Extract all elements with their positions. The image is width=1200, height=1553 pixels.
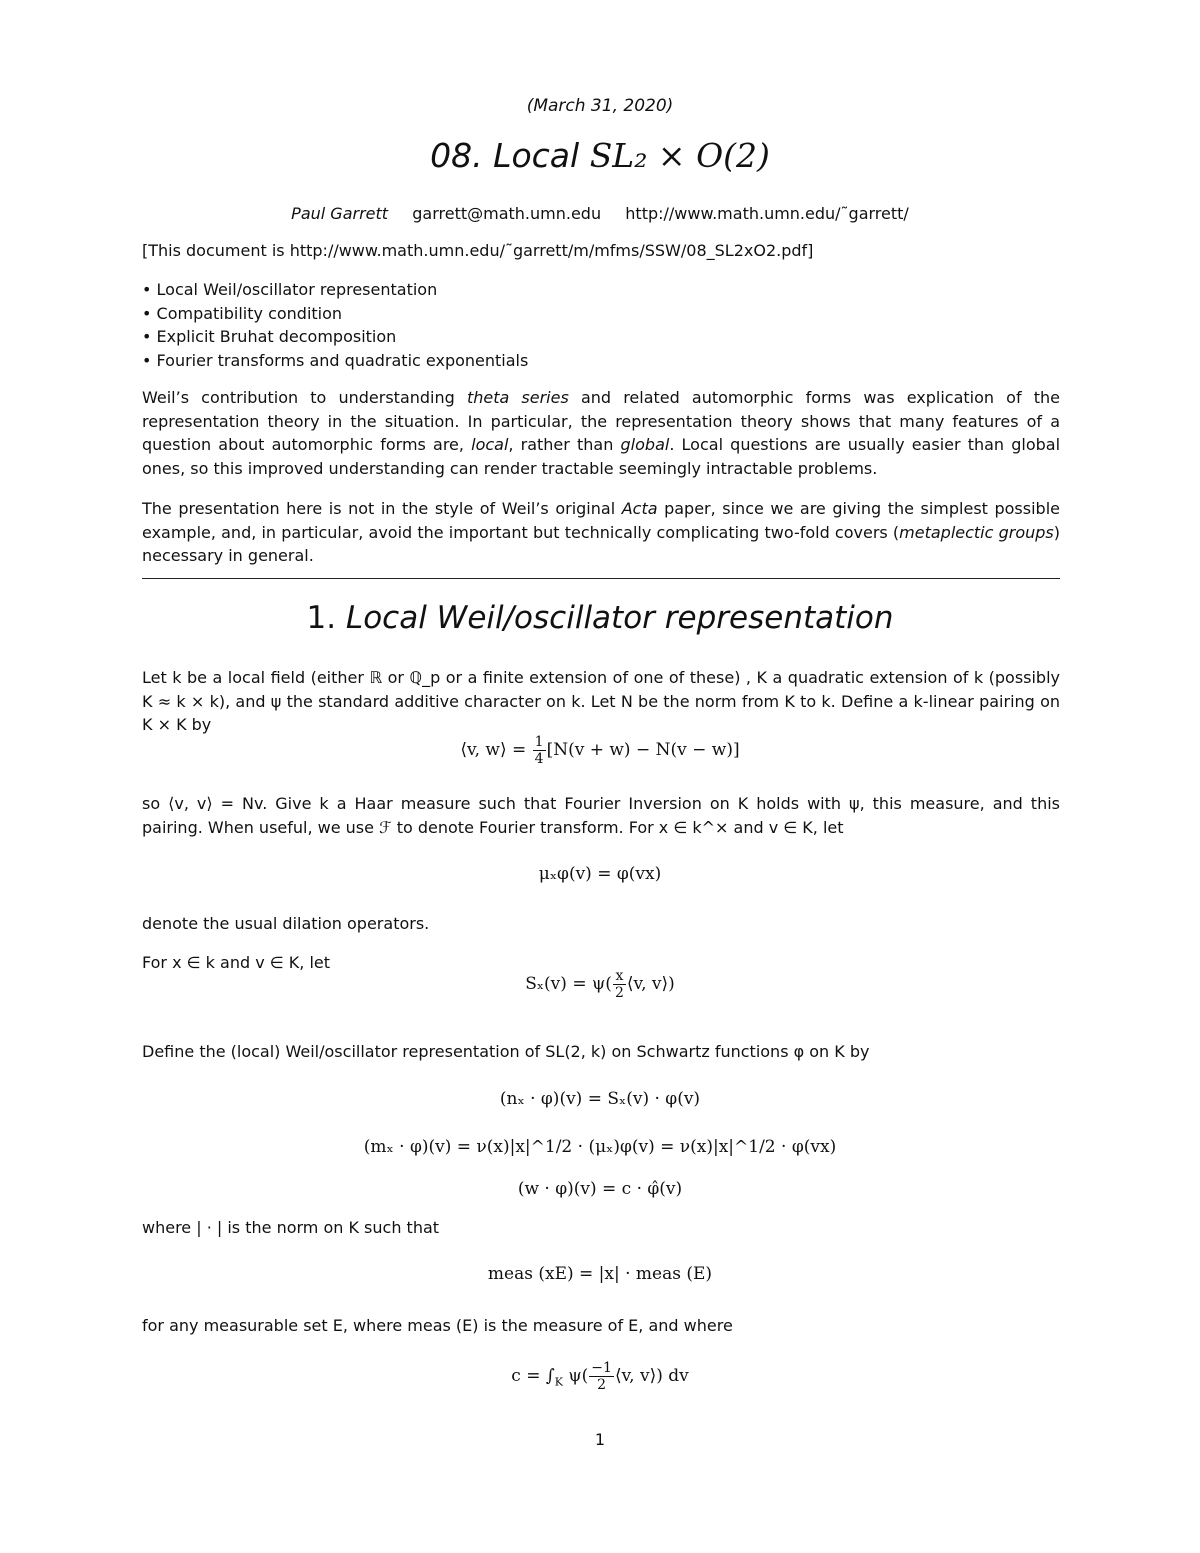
- author-line: [0, 204, 1200, 223]
- integral-sign: c = ∫: [511, 1366, 555, 1386]
- topic-item: • Local Weil/oscillator representation: [142, 280, 438, 299]
- fraction: [533, 734, 546, 767]
- equation-dilation: μₓφ(v) = φ(vx): [538, 864, 662, 884]
- section-title: Local Weil/oscillator representation: [345, 600, 894, 636]
- section-paragraph-2: so ⟨v, v⟩ = Nv. Give k a Haar measure such that Fourier Inversion on K holds with ψ, this measure, and this pairing. When useful, we use ℱ to denote Fourier transform. For x ∈ k^× and v ∈ K, let: [142, 794, 1060, 837]
- numerator: x: [613, 968, 626, 985]
- section-paragraph-7: for any measurable set E, where meas (E) is the measure of E, and where: [142, 1316, 733, 1335]
- section-paragraph-4: For x ∈ k and v ∈ K, let: [142, 953, 331, 972]
- emphasis: theta series: [466, 388, 569, 407]
- equation-S: [0, 968, 1200, 1001]
- title-math: SL₂ × O(2): [589, 136, 770, 175]
- topic-item: • Fourier transforms and quadratic exponentials: [142, 350, 529, 370]
- equation-pairing: [0, 734, 1200, 767]
- eq-part: [N(v + w) − N(v − w)]: [546, 740, 740, 760]
- page-number: 1: [594, 1430, 606, 1449]
- text-run: paper, since we are giving the simplest possible example, and, in particular, avoid the important but technically complicating two-fold covers (: [142, 499, 1060, 542]
- page-title: [0, 136, 1200, 175]
- author-homepage-link[interactable]: http://www.math.umn.edu/˜garrett/: [625, 204, 909, 223]
- topic-item: • Compatibility condition: [142, 303, 343, 323]
- title-prefix: 08. Local: [430, 136, 590, 175]
- section-paragraph-6: where | · | is the norm on K such that: [142, 1218, 440, 1237]
- equation-n-action: (nₓ · φ)(v) = Sₓ(v) · φ(v): [499, 1089, 701, 1109]
- equation-w-action: (w · φ)(v) = c · φ̂(v): [517, 1179, 683, 1199]
- eq-part: Sₓ(v) = ψ(: [525, 974, 612, 994]
- text-run: and related automorphic forms was explication of the representation theory in the situation. In particular, the representation theory shows that many features of a question about automorphic forms are,: [142, 388, 1060, 454]
- fraction: [613, 968, 626, 1001]
- denominator: 4: [534, 751, 544, 767]
- topic-item: • Explicit Bruhat decomposition: [142, 327, 397, 346]
- equation-m-action: (mₓ · φ)(v) = ν(x)|x|^1/2 · (μₓ)φ(v) = ν(x)|x|^1/2 · φ(vx): [363, 1137, 837, 1157]
- document-url-notice: [This document is http://www.math.umn.edu/˜garrett/m/mfms/SSW/08_SL2xO2.pdf]: [142, 241, 814, 260]
- denominator: 2: [614, 985, 624, 1001]
- fraction: [589, 1360, 614, 1393]
- eq-part: ψ(: [562, 1366, 589, 1386]
- integral-domain: K: [554, 1375, 563, 1389]
- text-run: Weil’s contribution to understanding: [142, 388, 467, 407]
- eq-part: ⟨v, v⟩): [626, 974, 675, 994]
- emphasis: global: [620, 435, 670, 454]
- section-paragraph-1: Let k be a local field (either ℝ or ℚ_p or a finite extension of one of these) , K a quadratic extension of k (possibly K ≈ k × k), and ψ the standard additive character on k. Let N be the norm from K to k. Define a k-linear pairing on K × K by: [142, 668, 1060, 734]
- text-run: . Local questions are usually easier than global ones, so this improved understanding can render tractable seemingly intractable problems.: [142, 435, 1061, 478]
- eq-part: ⟨v, w⟩ =: [460, 740, 532, 760]
- text-run: The presentation here is not in the style of Weil’s original: [142, 499, 622, 518]
- intro-paragraph-1: [142, 386, 1060, 480]
- author-email[interactable]: garrett@math.umn.edu: [412, 204, 602, 223]
- text-run: ) necessary in general.: [142, 522, 1060, 565]
- section-number: 1.: [306, 600, 337, 636]
- intro-paragraph-2: [142, 497, 1060, 568]
- text-run: , rather than: [508, 435, 621, 454]
- date-line: (March 31, 2020): [526, 96, 674, 116]
- author-name: Paul Garrett: [291, 204, 389, 223]
- equation-c: [0, 1360, 1200, 1393]
- emphasis: metaplectic groups: [899, 522, 1054, 542]
- numerator: −1: [591, 1360, 612, 1376]
- numerator: 1: [534, 734, 544, 750]
- topic-list: [142, 278, 528, 372]
- eq-part: ⟨v, v⟩) dv: [614, 1366, 689, 1386]
- emphasis: local: [471, 435, 509, 454]
- emphasis: Acta: [621, 499, 658, 518]
- section-divider: [142, 578, 1060, 579]
- section-paragraph-3: denote the usual dilation operators.: [142, 914, 430, 933]
- equation-measure: meas (xE) = |x| · meas (E): [487, 1264, 713, 1284]
- denominator: 2: [597, 1377, 607, 1393]
- section-heading: [0, 600, 1200, 636]
- section-paragraph-5: Define the (local) Weil/oscillator representation of SL(2, k) on Schwartz functions φ on K by: [142, 1042, 870, 1061]
